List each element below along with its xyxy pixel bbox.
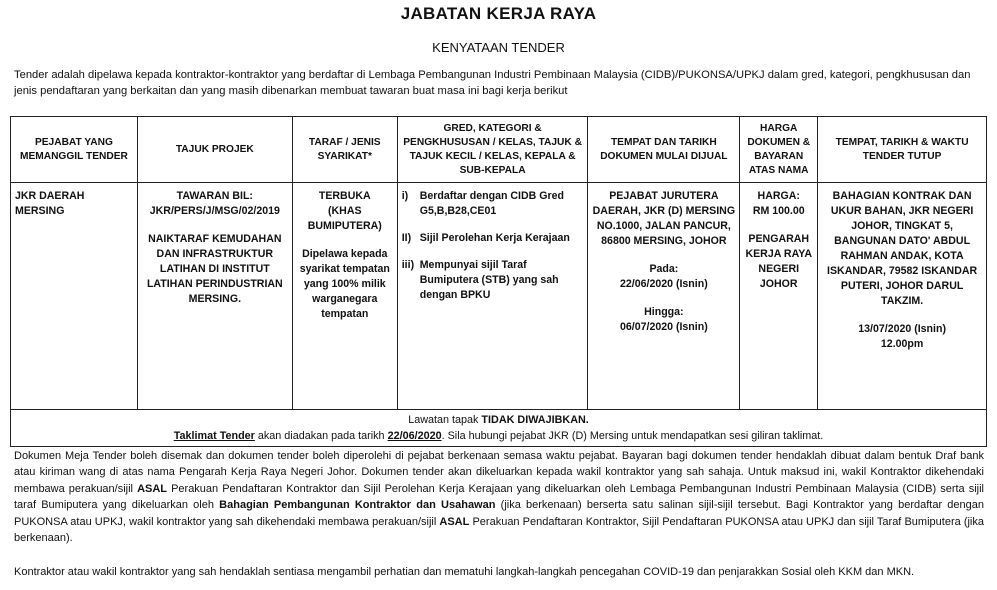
company-type-note: (KHAS BUMIPUTERA) <box>307 205 382 232</box>
sale-from-date: 22/06/2020 (Isnin) <box>619 278 708 290</box>
sale-to-date: 06/07/2020 (Isnin) <box>619 321 708 333</box>
closing-date: 13/07/2020 (Isnin) <box>858 323 946 335</box>
site-visit-note: Lawatan tapak TIDAK DIWAJIBKAN. <box>408 414 589 426</box>
price-amount: RM 100.00 <box>752 205 805 217</box>
header-closing: TEMPAT, TARIKH & WAKTU TENDER TUTUP <box>818 117 987 183</box>
table-note-row <box>11 410 987 447</box>
list-item <box>402 231 584 246</box>
header-project: TAJUK PROJEK <box>137 117 292 183</box>
sale-place: PEJABAT JURUTERA DAERAH, JKR (D) MERSING NO.1000, JALAN PANCUR, 86800 MERSING, JOHOR <box>592 190 736 247</box>
cell-closing <box>818 183 987 410</box>
table-note <box>11 410 987 447</box>
cell-company-type <box>292 183 397 410</box>
header-company-type: TARAF / JENIS SYARIKAT* <box>292 117 397 183</box>
closing-place: BAHAGIAN KONTRAK DAN UKUR BAHAN, JKR NEGERI JOHOR, TINGKAT 5, BANGUNAN DATO' ABDUL RAHMAN ANDAK, KOTA ISKANDAR, 79582 ISKANDAR PUTERI, JOHOR DARUL TAKZIM. <box>827 190 978 307</box>
list-item <box>402 258 584 303</box>
briefing-date: 22/06/2020 <box>387 430 442 442</box>
project-ref-label: TAWARAN BIL: <box>176 190 253 202</box>
covid-notice-paragraph: Kontraktor atau wakil kontraktor yang sah hendaklah sentiasa mengambil perhatian dan mematuhi langkah-langkah pencegahan COVID-19 dan penjarakkan Sosial oleh KKM dan MKN. <box>14 566 915 578</box>
cell-grade <box>397 183 588 410</box>
project-ref-no: JKR/PERS/J/MSG/02/2019 <box>149 205 280 217</box>
grade-item-number: II) <box>401 232 412 244</box>
cell-project <box>137 183 292 410</box>
header-office: PEJABAT YANG MEMANGGIL TENDER <box>11 117 138 183</box>
price-label: HARGA: <box>757 190 800 202</box>
page-title: JABATAN KERJA RAYA <box>400 4 597 23</box>
briefing-label: Taklimat Tender <box>173 430 255 442</box>
company-note: Dipelawa kepada syarikat tempatan yang 100% milik warganegara tempatan <box>299 248 390 320</box>
company-type: TERBUKA <box>318 190 371 202</box>
tender-table <box>10 116 987 447</box>
intro-paragraph: Tender adalah dipelawa kepada kontraktor-kontraktor yang berdaftar di Lembaga Pembangunan Industri Pembinaan Malaysia (CIDB)/PUKONSA/UPKJ dalam gred, kategori, pengkhususan dan jenis pendaftaran yang berkaitan dan yang masih dibenarkan membuat tawaran buat masa ini bagi kerja berikut <box>14 69 971 97</box>
document-instructions-paragraph: Dokumen Meja Tender boleh disemak dan dokumen tender boleh diperolehi di pejabat berkenaan semasa waktu pejabat. Bayaran bagi dokumen tender hendaklah dibuat dalam bentuk Draf bank atau kiriman wang di atas nama Pengarah Kerja Raya Negeri Johor. Dokumen tender akan dikeluarkan kepada wakil kontraktor yang sah sahaja. Untuk maksud ini, wakil Kontraktor dikehendaki membawa perakuan/sijil ASAL Perakuan Pendaftaran Kontraktor dan Sijil Perolehan Kerja Kerajaan yang dikeluarkan oleh Lembaga Pembangunan Industri Pembinaan Malaysia (CIDB) serta sijil taraf Bumiputera yang dikeluarkan oleh Bahagian Pembangunan Kontraktor dan Usahawan (jika berkenaan) berserta satu salinan sijil-sijil tersebut. Bagi Kontraktor yang berdaftar dengan PUKONSA atau UPKJ, wakil kontraktor yang sah dikehendaki membawa perakuan/sijil ASAL Perakuan Pendaftaran Kontraktor, Sijil Pendaftaran PUKONSA atau UPKJ dan sijil Taraf Bumiputera (jika berkenaan). <box>14 450 985 545</box>
grade-item-text: Mempunyai sijil Taraf Bumiputera (STB) yang sah dengan BPKU <box>419 259 559 301</box>
briefing-note: Taklimat Tender akan diadakan pada tarikh 22/06/2020. Sila hubungi pejabat JKR (D) Mersing untuk mendapatkan sesi giliran taklimat. <box>173 430 824 442</box>
site-visit-status: TIDAK DIWAJIBKAN. <box>481 414 589 426</box>
page-subtitle: KENYATAAN TENDER <box>432 40 565 55</box>
sale-from-label: Pada: <box>649 263 679 275</box>
grade-item-number: iii) <box>401 259 415 271</box>
cell-price <box>740 183 818 410</box>
sale-to-label: Hingga: <box>644 306 684 318</box>
price-payee: PENGARAH KERJA RAYA NEGERI JOHOR <box>745 233 812 290</box>
grade-item-text: Berdaftar dengan CIDB Gred G5,B,B28,CE01 <box>419 190 564 217</box>
project-title: NAIKTARAF KEMUDAHAN DAN INFRASTRUKTUR LATIHAN DI INSTITUT LATIHAN PERINDUSTRIAN MERSING. <box>146 233 283 305</box>
header-price: HARGA DOKUMEN & BAYARAN ATAS NAMA <box>740 117 818 183</box>
grade-item-number: i) <box>401 190 409 202</box>
table-row <box>11 183 987 410</box>
header-sale-place: TEMPAT DAN TARIKH DOKUMEN MULAI DIJUAL <box>588 117 740 183</box>
office-name: JKR DAERAH MERSING <box>15 190 85 217</box>
cell-office <box>11 183 138 410</box>
list-item <box>402 189 584 219</box>
header-grade: GRED, KATEGORI & PENGKHUSUSAN / KELAS, TAJUK & TAJUK KECIL / KELAS, KEPALA & SUB-KEPALA <box>397 117 588 183</box>
closing-time: 12.00pm <box>880 338 924 350</box>
cell-sale-place <box>588 183 740 410</box>
grade-item-text: Sijil Perolehan Kerja Kerajaan <box>419 232 570 244</box>
table-header-row <box>11 117 987 183</box>
